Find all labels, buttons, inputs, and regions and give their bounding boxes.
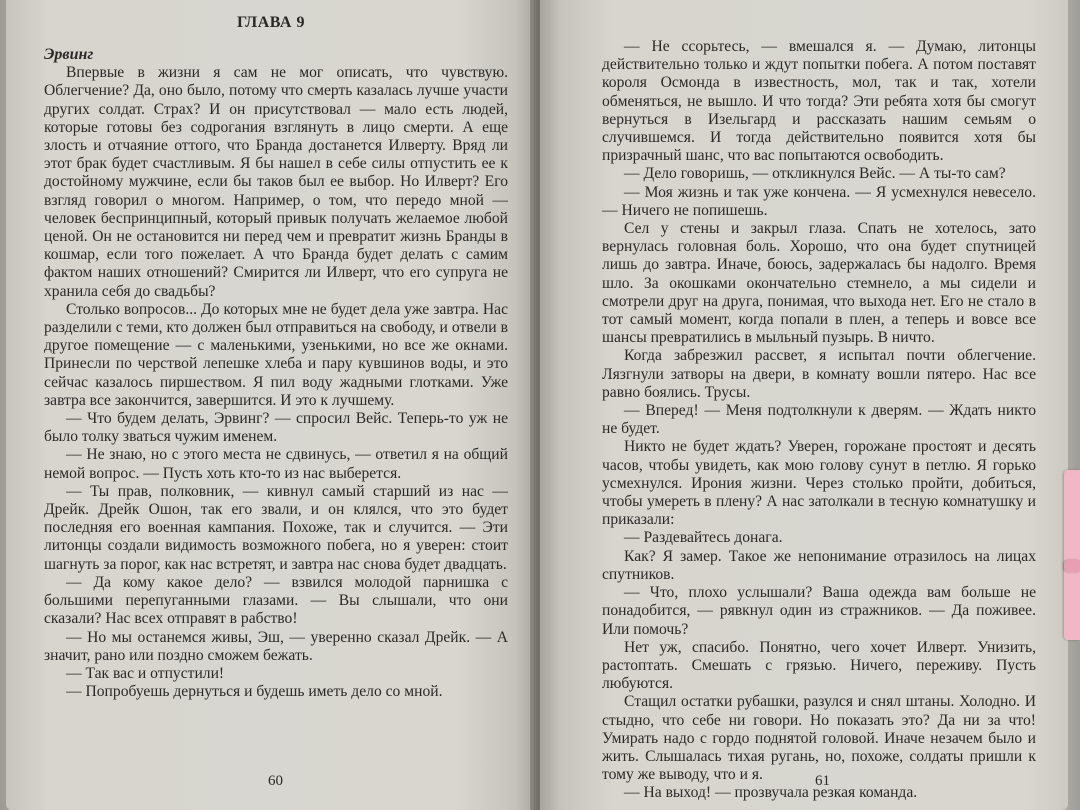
paragraph: — Но мы останемся живы, Эш, — уверенно сказал Дрейк. — А значит, рано или поздно сможем бежать. bbox=[44, 628, 508, 664]
paragraph: — Раздевайтесь донага. bbox=[624, 529, 783, 547]
paragraph: — Что будем делать, Эрвинг? — спросил Вейс. Теперь-то уж не было толку зваться чужим именем. bbox=[44, 410, 508, 446]
paragraph: — Моя жизнь и так уже кончена. — Я усмехнулся невесело. — Ничего не попишешь. bbox=[602, 183, 1036, 219]
paragraph: — Попробуешь дернуться и будешь иметь дело со мной. bbox=[66, 683, 443, 701]
paragraph: Столько вопросов... До которых мне не будет дела уже завтра. Нас разделили с теми, кто должен был отправиться на свободу, и отвели в другое помещение — с маленькими, узенькими, но все же окнами. Принесли по черствой лепешке хлеба и пару кувшинов воды, и это сейчас казалось пиршеством. Я пил воду жадными глотками. Уже завтра все закончится, завершится. И это к лучшему. bbox=[44, 300, 508, 409]
bookmark-tab bbox=[1064, 470, 1080, 640]
paragraph: — Ты прав, полковник, — кивнул самый старший из нас — Дрейк. Дрейк Ошон, так его звали, и он клялся, что это будет последняя его военная кампания. Похоже, так и случится. — Эти литонцы создали видимость возможного побега, но я уверен: стоит шагнуть за порог, как нас встретят, и завтра нас снова будет двадцать. bbox=[44, 482, 508, 573]
paragraph: Впервые в жизни я сам не мог описать, что чувствую. Облегчение? Да, оно было, потому что смерть казалась лучше участи других солдат. Страх? И он присутствовал — мало есть людей, которые готовы без содрогания взглянуть в лицо смерти. А еще злость и отчаяние оттого, что Бранда достанется Илверту. Вряд ли этот брак будет счастливым. Я бы нашел в себе силы отпустить ее к достойному мужчине, если бы таков был ее выбор. Но Илверт? Его взгляд говорил о многом. Например, о том, что передо мной — человек беспринципный, который привык получать желаемое любой ценой. Он не остановится ни перед чем и превратит жизнь Бранды в кошмар, если того пожелает. А что Бранда будет делать с самим фактом наших отношений? Смирится ли Илверт, что его супруга не хранила себя до свадьбы? bbox=[44, 64, 508, 300]
paragraph: — Так вас и отпустили! bbox=[66, 664, 225, 682]
bookmark-tab-edge bbox=[1064, 560, 1080, 572]
paragraph: — Дело говоришь, — откликнулся Вейс. — А ты-то сам? bbox=[624, 165, 1006, 183]
paragraph: — Вперед! — Меня подтолкнули к дверям. — Ждать никто не будет. bbox=[602, 402, 1036, 438]
paragraph: — Что, плохо услышали? Ваша одежда вам больше не понадобится, — рявкнул один из стражников. — Да поживее. Или помочь? bbox=[602, 584, 1036, 638]
right-page bbox=[540, 0, 1068, 810]
paragraph: Как? Я замер. Такое же непонимание отразилось на лицах спутников. bbox=[602, 547, 1036, 583]
chapter-title: ГЛАВА 9 bbox=[237, 14, 305, 31]
paragraph: Сел у стены и закрыл глаза. Спать не хотелось, зато вернулась головная боль. Хорошо, что она будет спутницей лишь до завтра. Иначе, боюсь, задержалась бы надолго. Время шло. За окошками окончательно стемнело, а мы сидели и смотрели друг на друга, понимая, что выхода нет. Его не стало в тот самый момент, когда попали в плен, а теперь и вовсе все шансы превратились в мыльный пузырь. В ничто. bbox=[602, 220, 1036, 347]
left-page-text bbox=[44, 46, 508, 701]
right-page-text bbox=[602, 38, 1036, 803]
section-subheading: Эрвинг bbox=[44, 46, 94, 63]
paragraph: Никто не будет ждать? Уверен, горожане простоят и десять часов, чтобы увидеть, как мою голову сунут в петлю. Я горько усмехнулся. Ирония жизни. Через столько пройти, добиться, чтобы умереть в плену? А нас затолкали в тесную комнатушку и приказали: bbox=[602, 438, 1036, 529]
page-number-left: 60 bbox=[268, 773, 283, 789]
paragraph: Нет уж, спасибо. Понятно, чего хочет Илверт. Унизить, растоптать. Смешать с грязью. Ничего, переживу. Пусть любуются. bbox=[602, 638, 1036, 693]
paragraph: Когда забрезжил рассвет, я испытал почти облегчение. Лязгнули затворы на двери, в комнату вошли пятеро. Нас все равно боялись. Трусы. bbox=[602, 347, 1036, 401]
left-page bbox=[6, 0, 536, 810]
page-number-right: 61 bbox=[815, 773, 830, 789]
paragraph: — Не ссорьтесь, — вмешался я. — Думаю, литонцы действительно только и ждут попытки побега. А потом поставят короля Осмонда в известность, мол, так и так, хотели обменяться, не вышло. И что тогда? Эти ребята хотя бы смогут вернуться в Изельгард и рассказать нашим семьям о случившемся. И тогда действительно появится хотя бы призрачный шанс, что вас попытаются освободить. bbox=[602, 38, 1036, 165]
paragraph: — Не знаю, но с этого места не сдвинусь, — ответил я на общий немой вопрос. — Пусть хоть кто-то из нас выберется. bbox=[44, 446, 508, 482]
paragraph: Стащил остатки рубашки, разулся и снял штаны. Холодно. И стыдно, что себе ни говори. Но показать это? Да ни за что! Умирать надо с гордо поднятой головой. Иначе незачем было и жить. Слышалась тихая ругань, но, похоже, солдаты пришли к тому же выводу, что и я. bbox=[602, 693, 1036, 784]
paragraph: — Да кому какое дело? — взвился молодой парнишка с большими перепуганными глазами. — Вы слышали, что они сказали? Нас всех отправят в рабство! bbox=[44, 573, 508, 628]
paragraph: — На выход! — прозвучала резкая команда. bbox=[624, 784, 918, 802]
